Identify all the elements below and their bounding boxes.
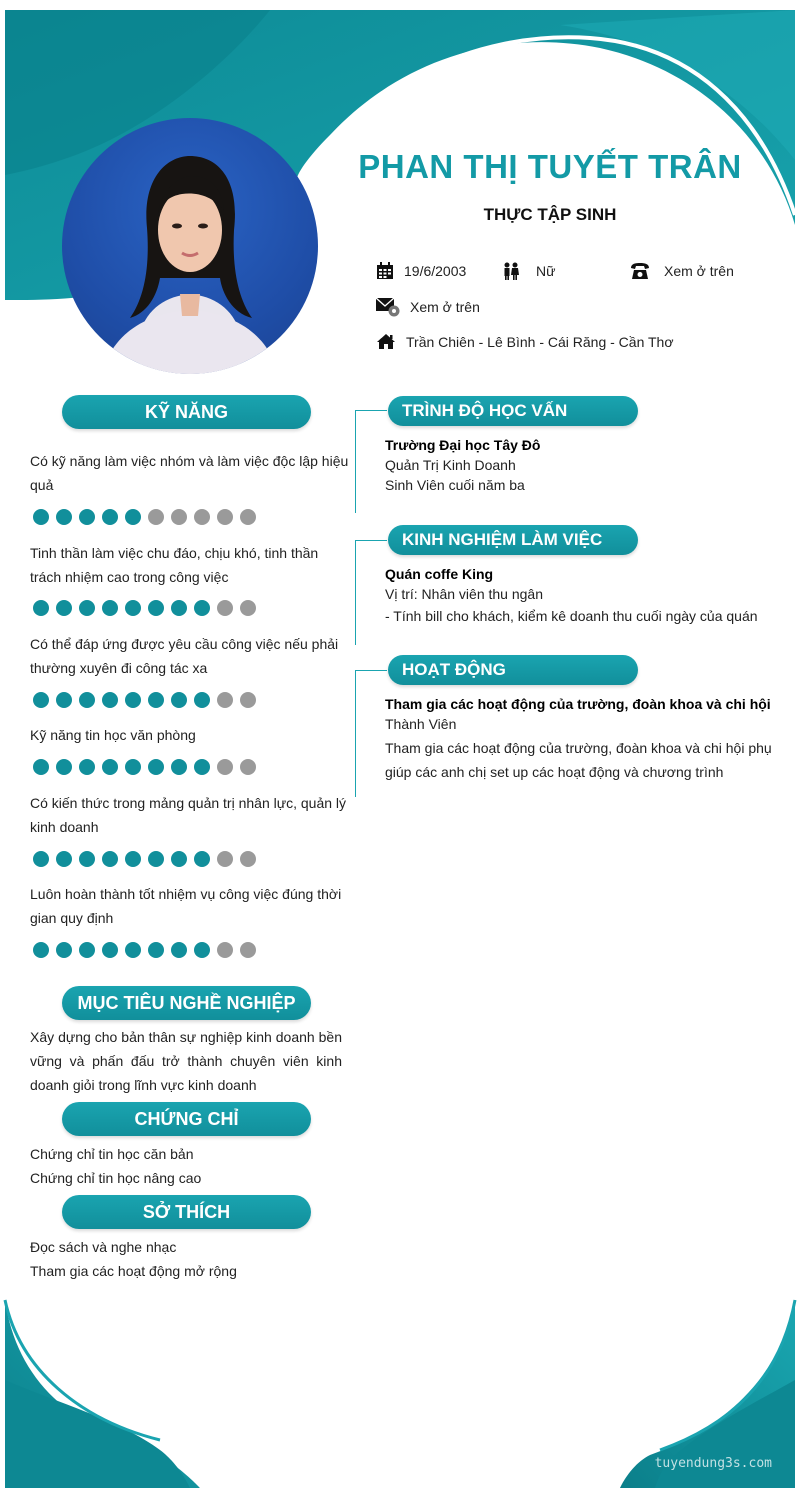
rating-dot-filled xyxy=(125,600,141,616)
certificates-heading: CHỨNG CHỈ xyxy=(62,1102,311,1136)
skill-rating xyxy=(33,759,256,775)
rating-dot-filled xyxy=(125,851,141,867)
rating-dot-filled xyxy=(171,692,187,708)
section-connector-tick xyxy=(355,670,387,671)
job-title: THỰC TẬP SINH xyxy=(483,205,617,224)
birthday-info xyxy=(376,262,466,280)
job-role: Vị trí: Nhân viên thu ngân xyxy=(385,586,543,602)
rating-dot-filled xyxy=(194,942,210,958)
activity-detail: Tham gia các hoạt động của trường, đoàn khoa và chi hội phụ giúp các anh chị set up các hoạt động và chương trình xyxy=(385,740,772,780)
rating-dot-filled xyxy=(79,759,95,775)
rating-dot-filled xyxy=(102,600,118,616)
hobby-item: Tham gia các hoạt động mở rộng xyxy=(30,1263,237,1279)
rating-dot-empty xyxy=(148,509,164,525)
hobby-item: Đọc sách và nghe nhạc xyxy=(30,1239,177,1255)
rating-dot-filled xyxy=(194,759,210,775)
rating-dot-filled xyxy=(56,509,72,525)
rating-dot-empty xyxy=(217,692,233,708)
rating-dot-filled xyxy=(79,600,95,616)
activity-title: Tham gia các hoạt động của trường, đoàn khoa và chi hội xyxy=(385,696,771,712)
rating-dot-filled xyxy=(125,509,141,525)
gender-info xyxy=(502,262,555,280)
rating-dot-filled xyxy=(33,759,49,775)
activity-role: Thành Viên xyxy=(385,716,457,732)
rating-dot-filled xyxy=(33,851,49,867)
certificate-item: Chứng chỉ tin học nâng cao xyxy=(30,1170,202,1186)
skill-rating xyxy=(33,942,256,958)
rating-dot-filled xyxy=(56,759,72,775)
watermark: tuyendung3s.com xyxy=(654,1456,772,1471)
education-entry xyxy=(385,435,775,495)
email-icon xyxy=(376,297,400,317)
rating-dot-filled xyxy=(194,851,210,867)
study-status: Sinh Viên cuối năm ba xyxy=(385,477,525,493)
skill-rating xyxy=(33,692,256,708)
rating-dot-empty xyxy=(240,509,256,525)
objective-text: Xây dựng cho bản thân sự nghiệp kinh doanh bền vững và phấn đấu trở thành chuyên viên kinh doanh giỏi trong lĩnh vực kinh doanh xyxy=(30,1029,342,1093)
rating-dot-empty xyxy=(171,509,187,525)
experience-heading: KINH NGHIỆM LÀM VIỆC xyxy=(388,525,638,555)
address-value: Trần Chiên - Lê Bình - Cái Răng - Cần Thơ xyxy=(406,333,674,350)
rating-dot-filled xyxy=(102,942,118,958)
rating-dot-filled xyxy=(79,851,95,867)
rating-dot-filled xyxy=(194,692,210,708)
rating-dot-empty xyxy=(194,509,210,525)
rating-dot-filled xyxy=(194,600,210,616)
rating-dot-filled xyxy=(171,942,187,958)
section-connector-tick xyxy=(355,410,387,411)
rating-dot-empty xyxy=(240,942,256,958)
rating-dot-filled xyxy=(102,759,118,775)
rating-dot-filled xyxy=(148,600,164,616)
rating-dot-empty xyxy=(240,759,256,775)
calendar-icon xyxy=(376,262,394,280)
rating-dot-filled xyxy=(171,851,187,867)
section-connector-line xyxy=(355,670,356,797)
rating-dot-filled xyxy=(171,600,187,616)
rating-dot-empty xyxy=(217,600,233,616)
rating-dot-filled xyxy=(56,851,72,867)
rating-dot-filled xyxy=(102,692,118,708)
rating-dot-filled xyxy=(102,509,118,525)
skill-rating xyxy=(33,600,256,616)
objective-heading: MỤC TIÊU NGHỀ NGHIỆP xyxy=(62,986,311,1020)
rating-dot-empty xyxy=(217,509,233,525)
company-name: Quán coffe King xyxy=(385,566,494,582)
rating-dot-filled xyxy=(33,600,49,616)
email-value: Xem ở trên xyxy=(410,299,480,315)
rating-dot-filled xyxy=(56,600,72,616)
skill-rating xyxy=(33,509,256,525)
address-info xyxy=(376,333,674,350)
skill-text: Có kỹ năng làm việc nhóm và làm việc độc lập hiệu quả xyxy=(30,453,349,493)
rating-dot-filled xyxy=(125,942,141,958)
rating-dot-filled xyxy=(79,509,95,525)
rating-dot-filled xyxy=(125,759,141,775)
rating-dot-filled xyxy=(33,942,49,958)
major: Quản Trị Kinh Doanh xyxy=(385,457,516,473)
rating-dot-empty xyxy=(240,600,256,616)
rating-dot-filled xyxy=(56,942,72,958)
rating-dot-filled xyxy=(79,942,95,958)
rating-dot-filled xyxy=(148,851,164,867)
home-icon xyxy=(376,333,396,350)
hobbies-heading: SỞ THÍCH xyxy=(62,1195,311,1229)
profile-photo xyxy=(62,118,318,374)
activity-entry xyxy=(385,694,780,784)
rating-dot-empty xyxy=(217,942,233,958)
rating-dot-filled xyxy=(148,692,164,708)
rating-dot-empty xyxy=(240,851,256,867)
skill-rating xyxy=(33,851,256,867)
section-connector-line xyxy=(355,410,356,513)
rating-dot-filled xyxy=(33,509,49,525)
certificate-item: Chứng chỉ tin học căn bản xyxy=(30,1146,194,1162)
skill-text: Kỹ năng tin học văn phòng xyxy=(30,727,196,743)
rating-dot-empty xyxy=(217,851,233,867)
rating-dot-empty xyxy=(217,759,233,775)
skill-text: Có kiến thức trong mảng quản trị nhân lực, quản lý kinh doanh xyxy=(30,795,347,835)
phone-value: Xem ở trên xyxy=(664,263,734,279)
phone-icon xyxy=(630,262,650,280)
skill-text: Luôn hoàn thành tốt nhiệm vụ công việc đúng thời gian quy định xyxy=(30,886,342,926)
rating-dot-filled xyxy=(79,692,95,708)
rating-dot-filled xyxy=(148,942,164,958)
rating-dot-filled xyxy=(56,692,72,708)
section-connector-line xyxy=(355,540,356,645)
activities-heading: HOẠT ĐỘNG xyxy=(388,655,638,685)
person-portrait-icon xyxy=(62,118,318,374)
rating-dot-filled xyxy=(102,851,118,867)
rating-dot-filled xyxy=(171,759,187,775)
rating-dot-empty xyxy=(240,692,256,708)
skill-text: Có thể đáp ứng được yêu cầu công việc nếu phải thường xuyên đi công tác xa xyxy=(30,636,339,676)
phone-info xyxy=(630,262,734,280)
gender-icon xyxy=(502,262,520,280)
birthday-value: 19/6/2003 xyxy=(404,263,467,279)
skills-heading: KỸ NĂNG xyxy=(62,395,311,429)
experience-entry xyxy=(385,564,785,626)
gender-value: Nữ xyxy=(536,263,556,279)
skill-text: Tinh thần làm việc chu đáo, chịu khó, tinh thần trách nhiệm cao trong công việc xyxy=(30,545,319,585)
rating-dot-filled xyxy=(33,692,49,708)
school-name: Trường Đại học Tây Đô xyxy=(385,437,541,453)
section-connector-tick xyxy=(355,540,387,541)
email-info xyxy=(376,297,480,317)
rating-dot-filled xyxy=(148,759,164,775)
candidate-name: PHAN THỊ TUYẾT TRÂN xyxy=(358,148,742,185)
education-heading: TRÌNH ĐỘ HỌC VẤN xyxy=(388,396,638,426)
job-detail: - Tính bill cho khách, kiểm kê doanh thu cuối ngày của quán xyxy=(385,608,758,624)
rating-dot-filled xyxy=(125,692,141,708)
